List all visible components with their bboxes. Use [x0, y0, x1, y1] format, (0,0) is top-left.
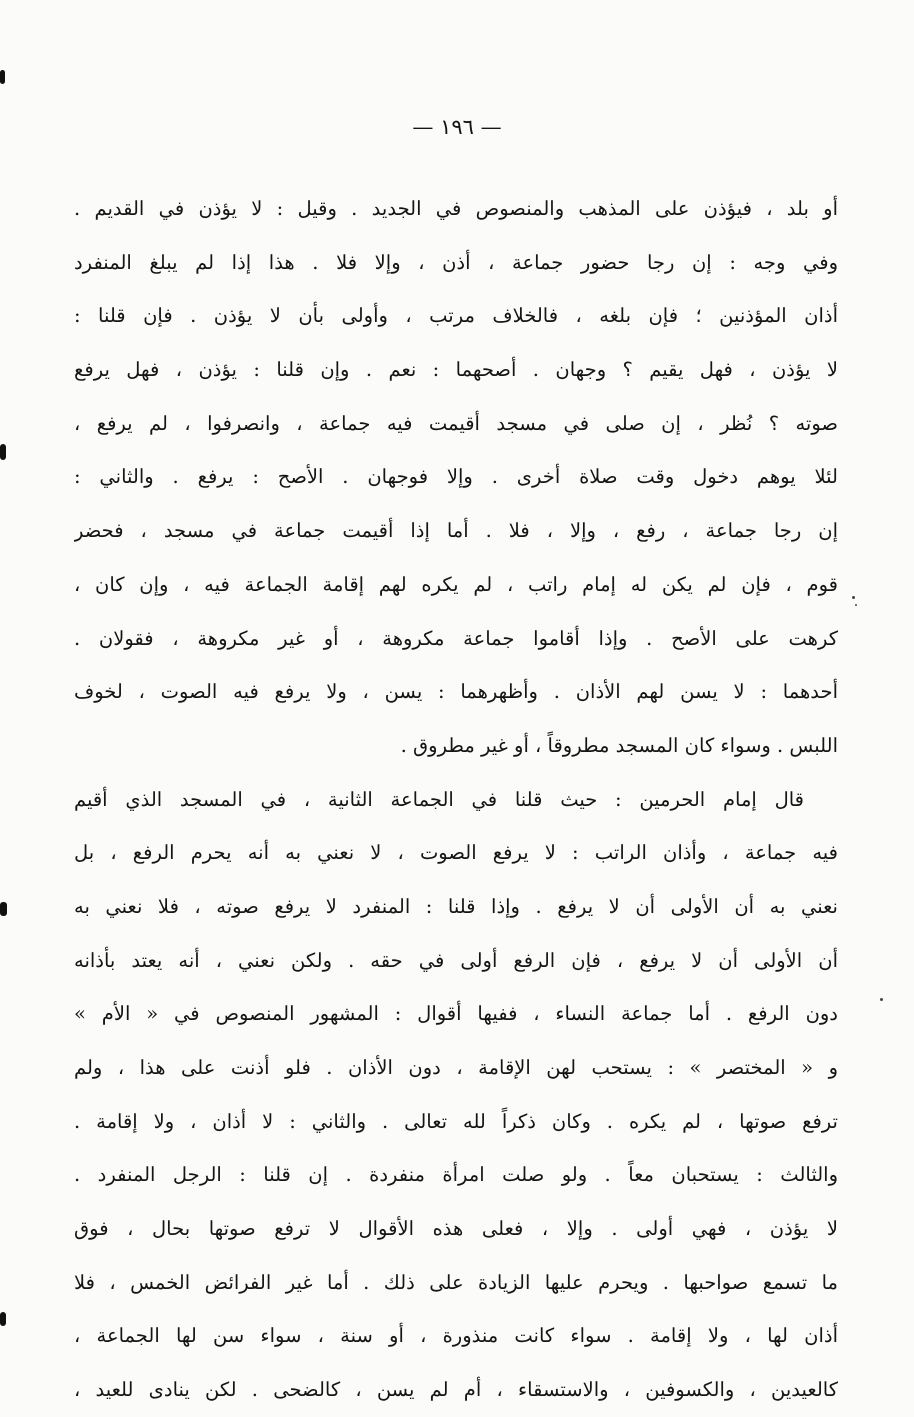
text-line: دون الرفع . أما جماعة النساء ، ففيها أقوال : المشهور المنصوص في « الأم »	[74, 1002, 838, 1026]
text-line: و « المختصر » : يستحب لهن الإقامة ، دون الأذان . فلو أذنت على هذا ، ولم	[74, 1056, 838, 1079]
text-line: أن الأولى أن لا يرفع ، فإن الرفع أولى في حقه . ولكن نعني ، أنه يعتد بأذانه	[74, 948, 838, 972]
text-line: لا يؤذن ، فهي أولى . وإلا ، فعلى هذه الأقوال لا ترفع صوتها بحال ، فوق	[74, 1217, 838, 1241]
text-line: لئلا يوهم دخول وقت صلاة أخرى . وإلا فوجهان . الأصح : يرفع . والثاني :	[74, 465, 838, 489]
text-line: أحدهما : لا يسن لهم الأذان . وأظهرهما : يسن ، ولا يرفع فيه الصوت ، لخوف	[74, 680, 838, 704]
paragraph-2	[74, 773, 838, 1417]
text-line: لا يؤذن ، فهل يقيم ؟ وجهان . أصحهما : نعم . وإن قلنا : يؤذن ، فهل يرفع	[74, 358, 838, 382]
text-line: نعني به أن الأولى أن لا يرفع . وإذا قلنا : المنفرد لا يرفع صوته ، فلا نعني به	[74, 894, 838, 918]
page-body	[74, 182, 838, 1417]
scan-speck	[880, 998, 883, 1001]
text-line: صوته ؟ نُظر ، إن صلى في مسجد أقيمت فيه جماعة ، وانصرفوا ، لم يرفع ،	[74, 411, 838, 435]
text-line: كرهت على الأصح . وإذا أقاموا جماعة مكروهة ، أو غير مكروهة ، فقولان .	[74, 626, 838, 650]
scan-edge-mark	[0, 902, 7, 916]
scan-edge-mark	[0, 70, 5, 84]
text-line: أو بلد ، فيؤذن على المذهب والمنصوص في الجديد . وقيل : لا يؤذن في القديم .	[74, 197, 838, 220]
page-number: — ١٩٦ —	[412, 115, 502, 139]
text-line: اللبس . وسواء كان المسجد مطروقاً ، أو غير مطروق .	[400, 733, 838, 757]
scan-speck	[855, 604, 857, 606]
text-line: إن رجا جماعة ، رفع ، وإلا ، فلا . أما إذا أقيمت جماعة في مسجد ، فحضر	[74, 519, 838, 543]
text-line: وفي وجه : إن رجا حضور جماعة ، أذن ، وإلا فلا . هذا إذا لم يبلغ المنفرد	[74, 250, 838, 274]
scan-edge-mark	[0, 1312, 6, 1326]
scan-edge-mark	[0, 444, 6, 460]
text-line: كالعيدين ، والكسوفين ، والاستسقاء ، أم لم يسن ، كالضحى . لكن ينادى للعيد ،	[74, 1378, 838, 1402]
text-line: قال إمام الحرمين : حيث قلنا في الجماعة الثانية ، في المسجد الذي أقيم	[74, 787, 804, 811]
text-line: أذان المؤذنين ؛ فإن بلغه ، فالخلاف مرتب ، وأولى بأن لا يؤذن . فإن قلنا :	[74, 304, 838, 328]
text-line: والثالث : يستحبان معاً . ولو صلت امرأة منفردة . إن قلنا : الرجل المنفرد .	[74, 1163, 838, 1187]
scan-speck	[852, 596, 855, 599]
text-line: فيه جماعة ، وأذان الراتب : لا يرفع الصوت ، لا نعني به أنه يحرم الرفع ، بل	[74, 841, 838, 865]
paragraph-1	[74, 182, 838, 773]
text-line: ترفع صوتها ، لم يكره . وكان ذكراً لله تعالى . والثاني : لا أذان ، ولا إقامة .	[74, 1109, 838, 1133]
text-line: أذان لها ، ولا إقامة . سواء كانت منذورة ، أو سنة ، سواء سن لها الجماعة ،	[74, 1324, 838, 1348]
text-line: قوم ، فإن لم يكن له إمام راتب ، لم يكره لهم إقامة الجماعة فيه ، وإن كان ،	[74, 572, 838, 596]
text-line: ما تسمع صواحبها . ويحرم عليها الزيادة على ذلك . أما غير الفرائض الخمس ، فلا	[74, 1270, 838, 1294]
